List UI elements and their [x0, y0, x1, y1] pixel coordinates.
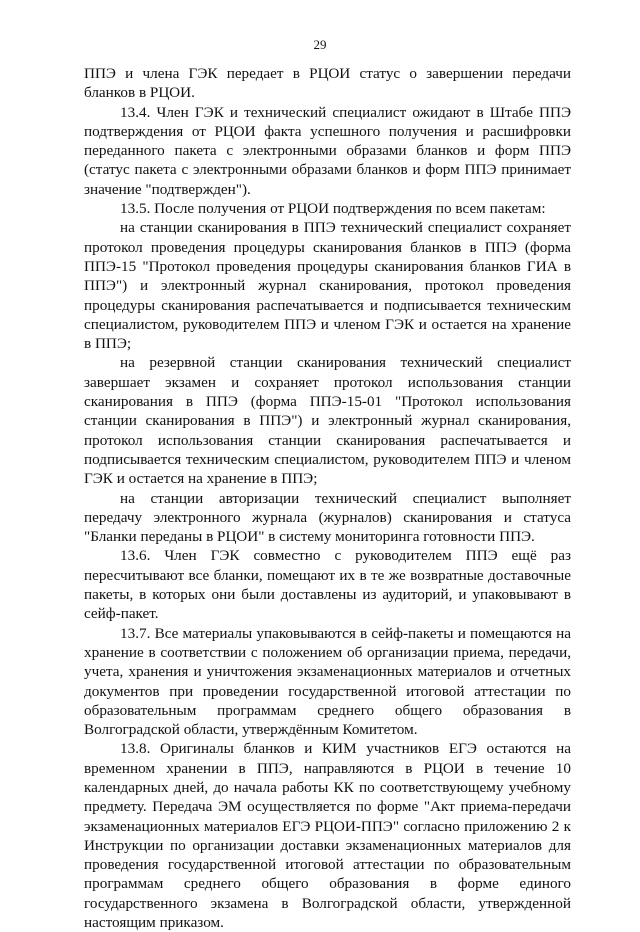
paragraph-reserve-station: на резервной станции сканирования технический специалист завершает экзамен и сохраняет протокол использования станции сканирования в ППЭ (форма ППЭ-15-01 "Протокол использования станции сканирования в ППЭ") и электронный журнал сканирования, протокол использования станции сканирования распечатывается и подписывается техническим специалистом, руководителем ППЭ и членом ГЭК и остается на хранение в ППЭ; — [84, 354, 571, 488]
paragraph-13-5: 13.5. После получения от РЦОИ подтверждения по всем пакетам: — [120, 200, 546, 218]
document-body — [84, 64, 571, 932]
paragraph-13-7: 13.7. Все материалы упаковываются в сейф-пакеты и помещаются на хранение в соответствии с положением об организации приема, передачи, учета, хранения и уничтожения экзаменационных материалов и отчетных документов при проведении государственной итоговой аттестации по образовательным программам среднего общего образования в Волгоградской области, утверждённым Комитетом. — [84, 624, 571, 739]
paragraph-13-6: 13.6. Член ГЭК совместно с руководителем ППЭ ещё раз пересчитывают все бланки, помещают их в те же возвратные доставочные пакеты, в которых они были доставлены из аудиторий, и упаковывают в сейф-пакет. — [84, 547, 571, 623]
paragraph-13-8: 13.8. Оригиналы бланков и КИМ участников ЕГЭ остаются на временном хранении в ППЭ, направляются в РЦОИ в течение 10 календарных дней, до начала работы КК по соответствующему учебному предмету. Передача ЭМ осуществляется по форме "Акт приема-передачи экзаменационных материалов ЕГЭ РЦОИ-ППЭ" согласно приложению 2 к Инструкции по организации доставки экзаменационных материалов для проведения государственной итоговой аттестации по образовательным программам среднего общего образования в форме единого государственного экзамена в Волгоградской области, утвержденной настоящим приказом. — [84, 740, 571, 932]
paragraph-continuation: ППЭ и члена ГЭК передает в РЦОИ статус о завершении передачи бланков в РЦОИ. — [84, 65, 571, 102]
paragraph-13-4: 13.4. Член ГЭК и технический специалист ожидают в Штабе ППЭ подтверждения от РЦОИ факта успешного получения и расшифровки переданного пакета с электронными образами бланков и форм ППЭ (статус пакета с электронными образами бланков и форм ППЭ принимает значение "подтвержден"). — [84, 103, 571, 198]
paragraph-scanning-station: на станции сканирования в ППЭ технический специалист сохраняет протокол проведения процедуры сканирования бланков в ППЭ (форма ППЭ-15 "Протокол проведения процедуры сканирования бланков ГИА в ППЭ") и электронный журнал сканирования, протокол проведения процедуры сканирования распечатывается и подписывается техническим специалистом, руководителем ППЭ и членом ГЭК и остается на хранение в ППЭ; — [84, 219, 571, 353]
page-number: 29 — [313, 37, 327, 52]
paragraph-authorization-station: на станции авторизации технический специалист выполняет передачу электронного журнала (журналов) сканирования и статуса "Бланки переданы в РЦОИ" в систему мониторинга готовности ППЭ. — [84, 489, 571, 546]
